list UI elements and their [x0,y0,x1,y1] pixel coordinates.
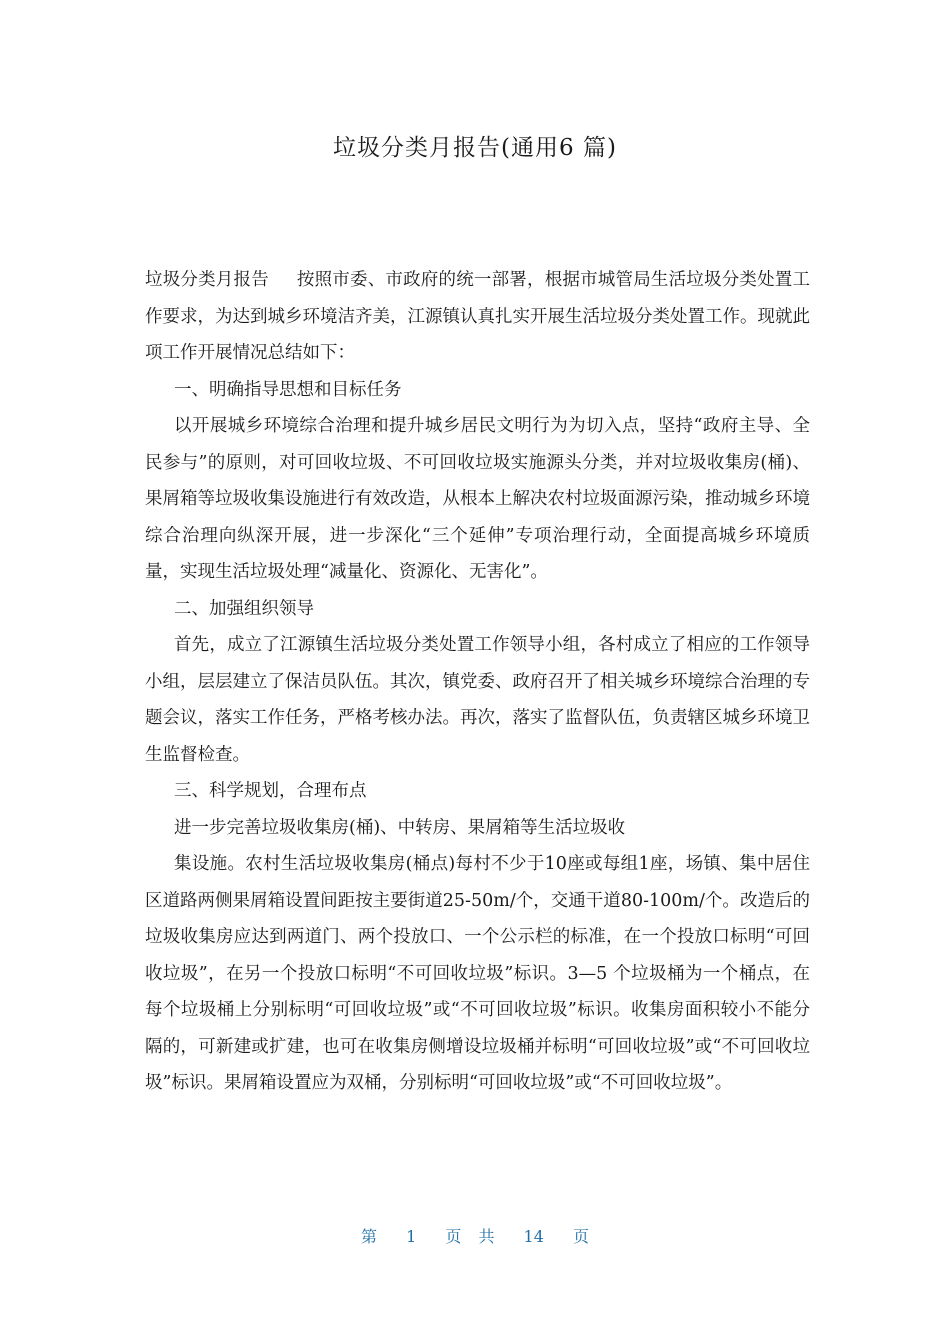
footer-prefix: 第 [360,1227,377,1246]
intro-paragraph [145,262,810,372]
footer-suffix: 页 [573,1227,590,1246]
section1-paragraph: 以开展城乡环境综合治理和提升城乡居民文明行为为切入点，坚持“政府主导、全民参与”的原则，对可回收垃圾、不可回收垃圾实施源头分类，并对垃圾收集房(桶)、果屑箱等垃圾收集设施进行有效改造，从根本上解决农村垃圾面源污染，推动城乡环境综合治理向纵深开展，进一步深化“三个延伸”专项治理行动，全面提高城乡环境质量，实现生活垃圾处理“减量化、资源化、无害化”。 [145,416,810,582]
section1-heading: 一、明确指导思想和目标任务 [174,379,402,400]
section3-first-line: 进一步完善垃圾收集房(桶)、中转房、果屑箱等生活垃圾收 [174,817,626,838]
section2-heading: 二、加强组织领导 [174,598,314,619]
section3-heading: 三、科学规划，合理布点 [174,781,367,801]
page-footer [0,1222,950,1252]
intro-text: 按照市委、市政府的统一部署，根据市城管局生活垃圾分类处置工作要求，为达到城乡环境洁齐美，江源镇认真扎实开展生活垃圾分类处置工作。现就此项工作开展情况总结如下： [145,270,811,363]
section3-paragraph: 集设施。农村生活垃圾收集房(桶点)每村不少于10座或每组1座，场镇、集中居住区道路两侧果屑箱设置间距按主要街道25-50m/个，交通干道80-100m/个。改造后的垃圾收集房应达到两道门、两个投放口、一个公示栏的标准，在一个投放口标明“可回收垃圾”，在另一个投放口标明“不可回收垃圾”标识。3—5 个垃圾桶为一个桶点，在每个垃圾桶上分别标明“可回收垃圾”或“不可回收垃圾”标识。收集房面积较小不能分隔的，可新建或扩建，也可在收集房侧增设垃圾桶并标明“可回收垃圾”或“不可回收垃圾”标识。果屑箱设置应为双桶，分别标明“可回收垃圾”或“不可回收垃圾”。 [145,854,810,1093]
document-title: 垃圾分类月报告(通用6 篇) [333,135,617,161]
footer-middle: 页 共 [445,1227,495,1246]
intro-label: 垃圾分类月报告 [145,270,269,290]
footer-current-page: 1 [406,1227,417,1246]
section2-paragraph: 首先，成立了江源镇生活垃圾分类处置工作领导小组，各村成立了相应的工作领导小组，层层建立了保洁员队伍。其次，镇党委、政府召开了相关城乡环境综合治理的专题会议，落实工作任务，严格考核办法。再次，落实了监督队伍，负责辖区城乡环境卫生监督检查。 [145,635,810,765]
document-body [145,262,810,1102]
footer-total-pages: 14 [523,1227,544,1246]
